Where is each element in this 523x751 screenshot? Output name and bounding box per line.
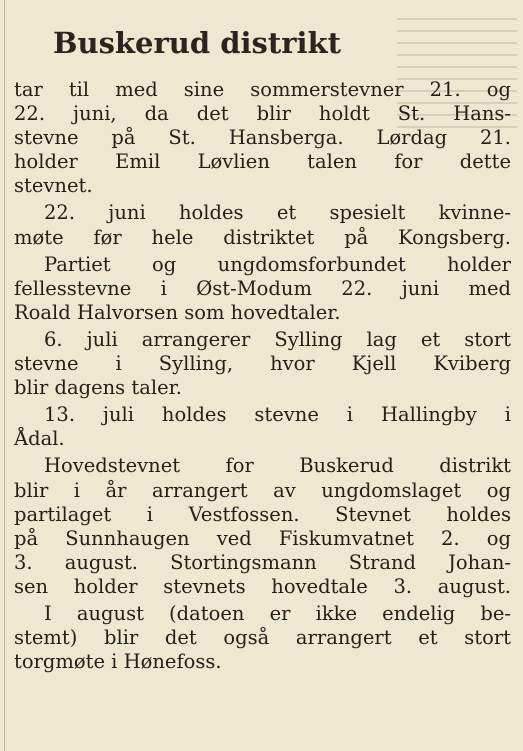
text-line: 22. juni holdes et spesielt kvinne- [44,201,511,225]
text-line: stemt) blir det også arrangert et stort [14,626,511,650]
text-line: torgmøte i Hønefoss. [14,650,222,674]
text-line: blir i år arrangert av ungdomslaget og [14,478,511,502]
text-line: 6. juli arrangerer Sylling lag et stort [44,327,511,351]
text-line: Partiet og ungdomsforbundet holder [44,252,511,276]
text-line: 13. juli holdes stevne i Hallingby i [44,403,511,427]
text-line: stevne på St. Hansberga. Lørdag 21. [14,126,511,150]
paragraph [14,328,511,400]
text-line: partilaget i Vestfossen. Stevnet holdes [14,502,511,526]
text-line: Roald Halvorsen som hovedtaler. [14,300,341,324]
text-line: I august (datoen er ikke endelig be- [44,601,511,625]
text-line: sen holder stevnets hovedtale 3. august. [14,574,511,598]
text-line: 22. juni, da det blir holdt St. Hans- [14,102,511,126]
text-line: stevnet. [14,174,93,198]
paragraph [14,403,511,451]
text-line: 3. august. Stortingsmann Strand Johan- [14,550,511,574]
text-line: på Sunnhaugen ved Fiskumvatnet 2. og [14,526,511,550]
text-line: holder Emil Løvlien talen for dette [14,150,511,174]
text-line: Hovedstevnet for Buskerud distrikt [44,454,511,478]
paragraph [14,253,511,325]
headline: Buskerud distrikt [53,26,342,60]
column-rule [4,0,5,751]
text-line: stevne i Sylling, hvor Kjell Kviberg [14,352,511,376]
paragraph [14,78,511,198]
paragraph [14,454,511,599]
text-line: møte før hele distriktet på Kongsberg. [14,225,511,249]
paragraph [14,602,511,674]
article-body [14,78,511,677]
text-line: tar til med sine sommerstevner 21. og [14,78,511,101]
text-line: fellesstevne i Øst-Modum 22. juni med [14,276,511,300]
text-line: Ådal. [14,427,65,451]
text-line: blir dagens taler. [14,376,182,400]
paragraph [14,201,511,249]
